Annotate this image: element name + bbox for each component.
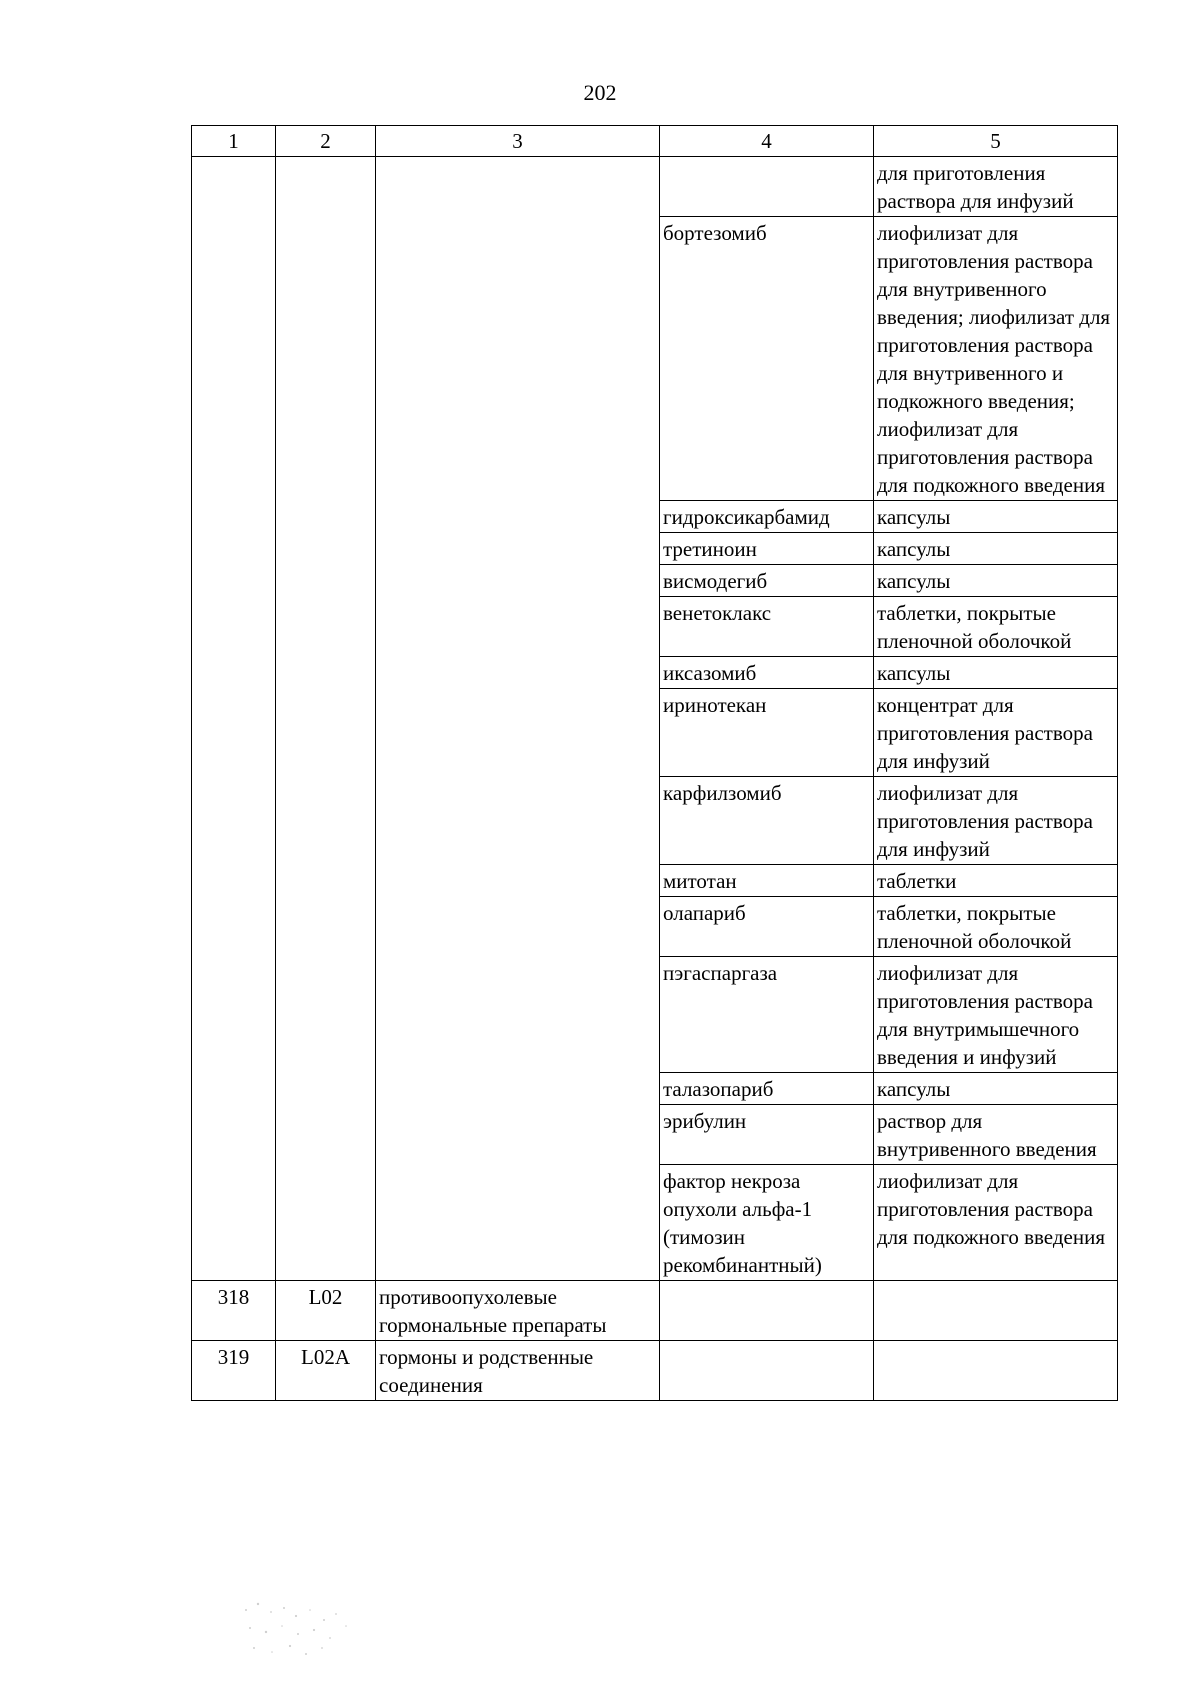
drug-name-cell: карфилзомиб [660, 777, 874, 865]
drug-name-cell: гидроксикарбамид [660, 501, 874, 533]
dosage-form-cell: лиофилизат для приготовления раствора для инфузий [874, 777, 1118, 865]
drug-name-cell [660, 157, 874, 217]
drug-name-cell [660, 1341, 874, 1401]
drug-name-cell: венетоклакс [660, 597, 874, 657]
dosage-form-cell: капсулы [874, 533, 1118, 565]
num-cell-empty [192, 157, 276, 1281]
dosage-form-cell: концентрат для приготовления раствора для инфузий [874, 689, 1118, 777]
drug-name-cell: талазопариб [660, 1073, 874, 1105]
dosage-form-cell: капсулы [874, 501, 1118, 533]
drug-name-cell: олапариб [660, 897, 874, 957]
dosage-form-cell: капсулы [874, 1073, 1118, 1105]
dosage-form-cell [874, 1341, 1118, 1401]
drug-name-cell: эрибулин [660, 1105, 874, 1165]
code-cell-empty [276, 157, 376, 1281]
scan-artifact [236, 1590, 376, 1670]
atc-code-cell: L02 [276, 1281, 376, 1341]
drug-name-cell: висмодегиб [660, 565, 874, 597]
dosage-form-cell: лиофилизат для приготовления раствора для подкожного введения [874, 1165, 1118, 1281]
group-title-cell: противоопухолевые гормональные препараты [376, 1281, 660, 1341]
dosage-form-cell: капсулы [874, 565, 1118, 597]
drug-name-cell: пэгаспаргаза [660, 957, 874, 1073]
drug-name-cell: фактор некроза опухоли альфа-1 (тимозин рекомбинантный) [660, 1165, 874, 1281]
drug-name-cell: третиноин [660, 533, 874, 565]
dosage-form-cell: таблетки, покрытые пленочной оболочкой [874, 597, 1118, 657]
column-header-4: 4 [660, 126, 874, 157]
dosage-form-cell: капсулы [874, 657, 1118, 689]
drug-name-cell: иксазомиб [660, 657, 874, 689]
drug-name-cell [660, 1281, 874, 1341]
table-header-row [192, 126, 1118, 157]
dosage-form-cell: таблетки, покрытые пленочной оболочкой [874, 897, 1118, 957]
table-row [192, 157, 1118, 217]
dosage-form-cell: лиофилизат для приготовления раствора для внутримышечного введения и инфузий [874, 957, 1118, 1073]
group-title-cell: гормоны и родственные соединения [376, 1341, 660, 1401]
dosage-form-cell: раствор для внутривенного введения [874, 1105, 1118, 1165]
group-number-cell: 318 [192, 1281, 276, 1341]
drug-name-cell: митотан [660, 865, 874, 897]
group-number-cell: 319 [192, 1341, 276, 1401]
table-row [192, 1341, 1118, 1401]
atc-code-cell: L02A [276, 1341, 376, 1401]
dosage-form-cell: таблетки [874, 865, 1118, 897]
column-header-5: 5 [874, 126, 1118, 157]
column-header-2: 2 [276, 126, 376, 157]
drug-name-cell: бортезомиб [660, 217, 874, 501]
group-cell-empty [376, 157, 660, 1281]
column-header-3: 3 [376, 126, 660, 157]
drug-name-cell: иринотекан [660, 689, 874, 777]
dosage-form-cell [874, 1281, 1118, 1341]
dosage-form-cell: для приготовления раствора для инфузий [874, 157, 1118, 217]
column-header-1: 1 [192, 126, 276, 157]
dosage-form-cell: лиофилизат для приготовления раствора для внутривенного введения; лиофилизат для приготовления раствора для внутривенного и подкожного введения; лиофилизат для приготовления раствора для подкожного введения [874, 217, 1118, 501]
page-number: 202 [583, 80, 617, 105]
table-row [192, 1281, 1118, 1341]
drug-table [191, 125, 1118, 1401]
